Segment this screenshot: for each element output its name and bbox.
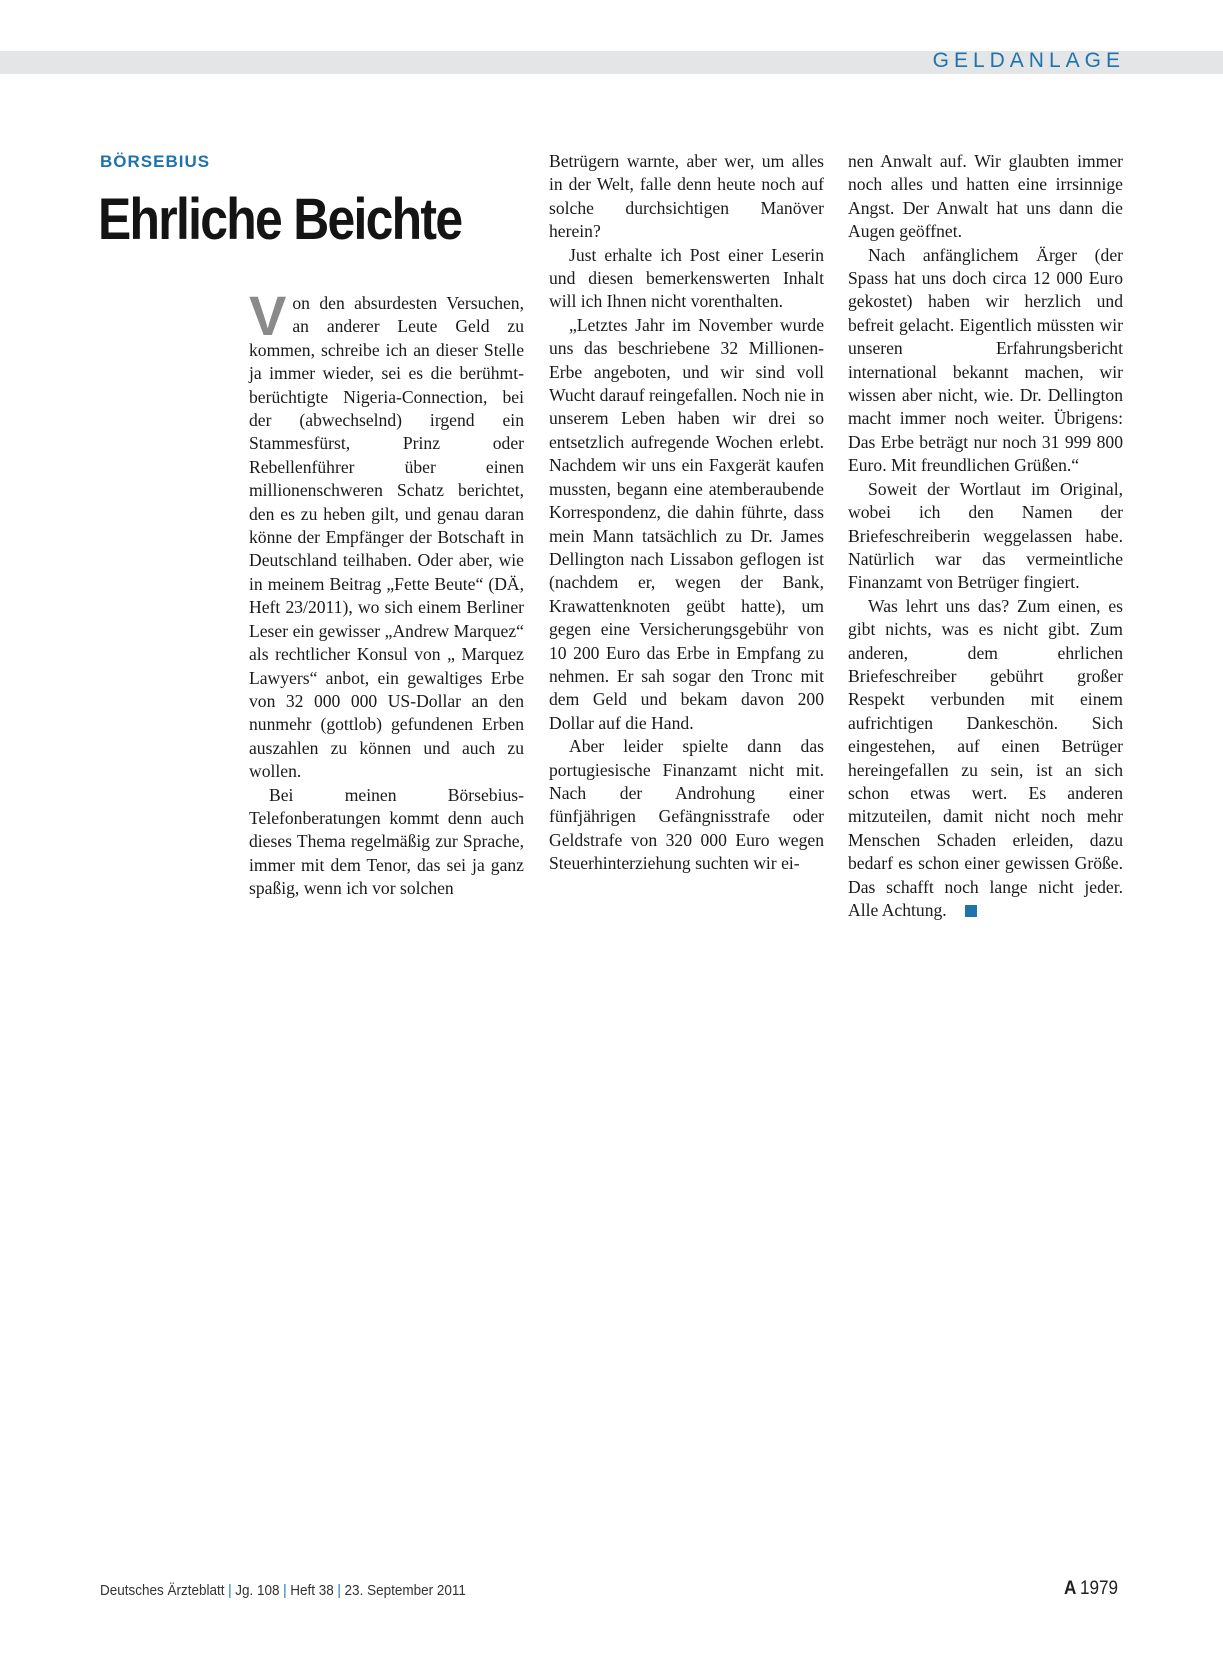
article-paragraph: Betrügern warnte, aber wer, um alles in der Welt, falle denn heute noch auf solche durchsichtigen Manöver herein? xyxy=(549,151,824,242)
page-prefix: A xyxy=(1063,1578,1077,1599)
article-paragraph: Aber leider spielte dann das portugiesische Finanzamt nicht mit. Nach der Androhung einer fünfjährigen Gefängnisstrafe oder Geldstrafe von 320 000 Euro wegen Steuerhinterziehung suchten wir ei- xyxy=(549,736,824,874)
article-paragraph: Just erhalte ich Post einer Leserin und diesen bemerkenswerten Inhalt will ich Ihnen nicht vorenthalten. xyxy=(549,244,824,312)
column-kicker: BÖRSEBIUS xyxy=(100,152,211,171)
article-title: Ehrliche Beichte xyxy=(98,187,462,252)
divider: | xyxy=(283,1582,287,1599)
journal-name: Deutsches Ärzteblatt xyxy=(100,1582,225,1599)
article-paragraph xyxy=(848,595,1123,923)
page-number xyxy=(1064,1578,1118,1600)
paragraph-text: on den absurdesten Versuchen, an anderer Leute Geld zu kommen, schreibe ich an dieser Stelle ja immer wieder, sei es die berühmt-berüchtigte Nigeria-Connection, bei der (abwechselnd) irgend ein Stammesfürst, Prinz oder Rebellenführer über einen millionenschweren Schatz berichtet, den es zu heben gilt, und genau daran könne der Empfänger der Botschaft in Deutschland teilhaben. Oder aber, wie in meinem Beitrag „Fette Beute“ (DÄ, Heft 23/2011), wo sich einem Berliner Leser ein gewisser „Andrew Marquez“ als rechtlicher Konsul von „ Marquez Lawyers“ anbot, ein gewaltiges Erbe von 32 000 000 US-Dollar an den nunmehr (gottlob) gefundenen Erben auszahlen zu können und auch zu wollen. xyxy=(249,293,524,782)
article-paragraph: nen Anwalt auf. Wir glaubten immer noch alles und hatten eine irrsinnige Angst. Der Anwalt hat uns dann die Augen geöffnet. xyxy=(848,151,1123,242)
article-paragraph: Bei meinen Börsebius-Telefonberatungen kommt denn auch dieses Thema regelmäßig zur Sprache, immer mit dem Tenor, das sei ja ganz spaßig, wenn ich vor solchen xyxy=(249,784,524,899)
end-of-article-square-icon xyxy=(965,905,977,917)
article-paragraph: Soweit der Wortlaut im Original, wobei ich den Namen der Briefeschreiberin weggelassen habe. Natürlich war das vermeintliche Finanzamt von Betrüger fingiert. xyxy=(848,478,1123,593)
article-paragraph xyxy=(249,284,524,784)
article-column-1 xyxy=(249,284,524,901)
page-number-value: 1979 xyxy=(1079,1578,1118,1599)
issue: Heft 38 xyxy=(290,1582,334,1599)
section-label: GELDANLAGE xyxy=(932,49,1125,72)
footer-citation xyxy=(100,1582,466,1599)
article-paragraph: Nach anfänglichem Ärger (der Spass hat uns doch circa 12 000 Euro gekostet) haben wir herzlich und befreit gelacht. Eigentlich müssten wir unseren Erfahrungsbericht international bekannt machen, wir wissen aber nicht, wie. Dr. Dellington macht immer noch weiter. Übrigens: Das Erbe beträgt nur noch 31 999 800 Euro. Mit freundlichen Grüßen.“ xyxy=(848,244,1123,476)
article-column-2 xyxy=(549,150,824,876)
article-paragraph: „Letztes Jahr im November wurde uns das beschriebene 32 Millionen-Erbe angeboten, und wir sind voll Wucht darauf reingefallen. Noch nie in unserem Leben haben wir drei so entsetzlich aufregende Wochen erlebt. Nachdem wir uns ein Faxgerät kaufen mussten, begann eine atemberaubende Korrespondenz, die dahin führte, dass mein Mann tatsächlich zu Dr. James Dellington nach Lissabon geflogen ist (nachdem er, wegen der Bank, Krawattenknoten geübt hatte), um gegen eine Versicherungsgebühr von 10 200 Euro das Erbe in Empfang zu nehmen. Er sah sogar den Tronc mit dem Geld und bekam davon 200 Dollar auf die Hand. xyxy=(549,314,824,733)
divider: | xyxy=(228,1582,232,1599)
volume: Jg. 108 xyxy=(235,1582,280,1599)
paragraph-text: Was lehrt uns das? Zum einen, es gibt nichts, was es nicht gibt. Zum anderen, dem ehrlichen Briefeschreiber gebührt großer Respekt verbunden mit einem aufrichtigen Dankeschön. Sich eingestehen, auf einen Betrüger hereingefallen zu sein, ist an sich schon etwas wert. Es anderen mitzuteilen, damit nicht noch mehr Menschen Schaden erleiden, dazu bedarf es schon einer gewissen Größe. Das schafft noch lange nicht jeder. Alle Achtung. xyxy=(848,595,1123,920)
divider: | xyxy=(337,1582,341,1599)
article-column-3 xyxy=(848,150,1123,922)
drop-cap: V xyxy=(249,284,287,347)
date: 23. September 2011 xyxy=(344,1582,466,1599)
